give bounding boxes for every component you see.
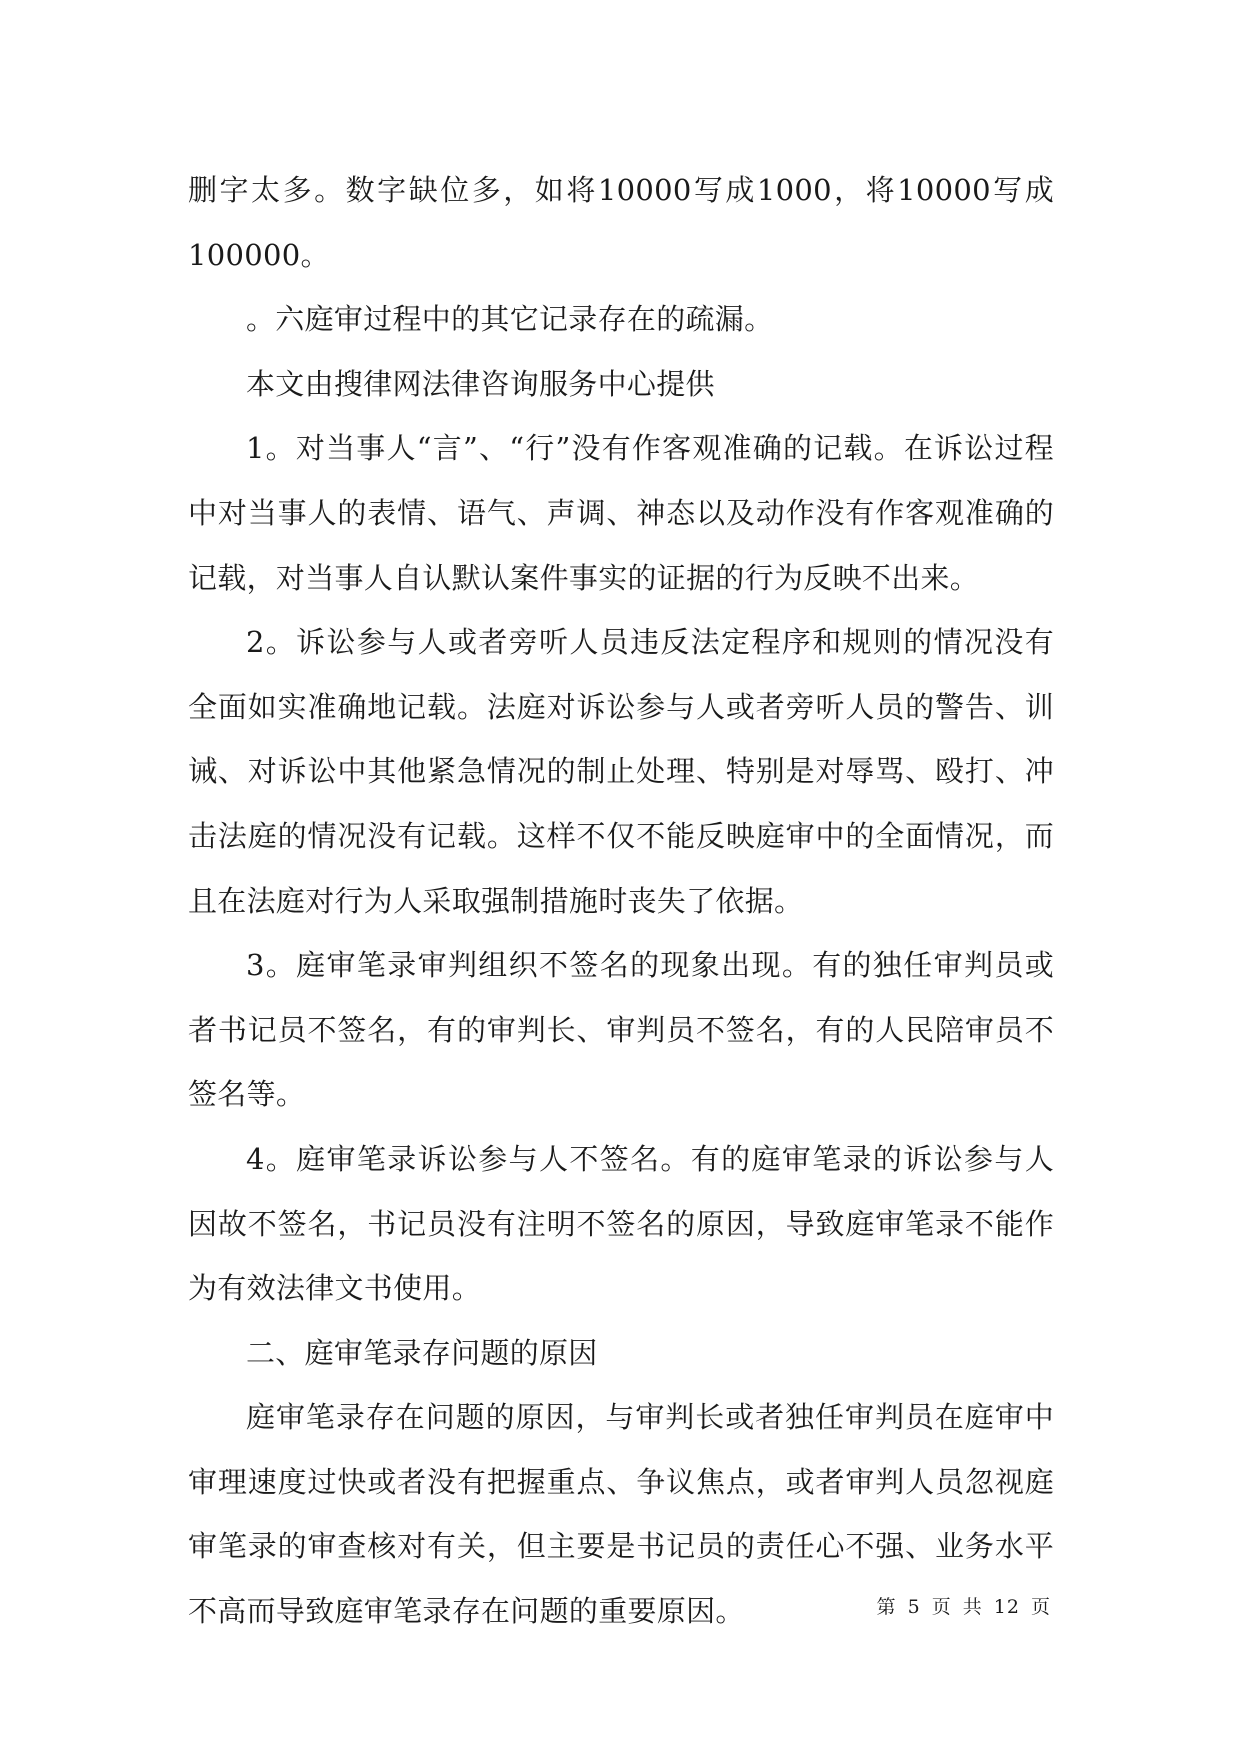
document-body bbox=[188, 158, 1054, 1644]
paragraph: 。六庭审过程中的其它记录存在的疏漏。 bbox=[246, 302, 774, 337]
paragraph: 删字太多。数字缺位多，如将10000写成1000，将10000写成100000。 bbox=[188, 173, 1054, 272]
section-heading: 二、庭审笔录存问题的原因 bbox=[246, 1335, 598, 1370]
paragraph: 本文由搜律网法律咨询服务中心提供 bbox=[246, 366, 715, 401]
paragraph: 2。诉讼参与人或者旁听人员违反法定程序和规则的情况没有全面如实准确地记载。法庭对诉讼参与人或者旁听人员的警告、训诫、对诉讼中其他紧急情况的制止处理、特别是对辱骂、殴打、冲击法庭的情况没有记载。这样不仅不能反映庭审中的全面情况，而且在法庭对行为人采取强制措施时丧失了依据。 bbox=[188, 625, 1054, 918]
paragraph: 3。庭审笔录审判组织不签名的现象出现。有的独任审判员或者书记员不签名，有的审判长、审判员不签名，有的人民陪审员不签名等。 bbox=[188, 948, 1054, 1112]
page-number-footer: 第 5 页 共 12 页 bbox=[876, 1596, 1051, 1618]
paragraph: 1。对当事人“言”、“行”没有作客观准确的记载。在诉讼过程中对当事人的表情、语气、声调、神态以及动作没有作客观准确的记载，对当事人自认默认案件事实的证据的行为反映不出来。 bbox=[188, 431, 1054, 595]
paragraph: 庭审笔录存在问题的原因，与审判长或者独任审判员在庭审中审理速度过快或者没有把握重点、争议焦点，或者审判人员忽视庭审笔录的审查核对有关，但主要是书记员的责任心不强、业务水平不高而导致庭审笔录存在问题的重要原因。 bbox=[188, 1400, 1054, 1629]
paragraph: 4。庭审笔录诉讼参与人不签名。有的庭审笔录的诉讼参与人因故不签名，书记员没有注明不签名的原因，导致庭审笔录不能作为有效法律文书使用。 bbox=[188, 1141, 1054, 1306]
